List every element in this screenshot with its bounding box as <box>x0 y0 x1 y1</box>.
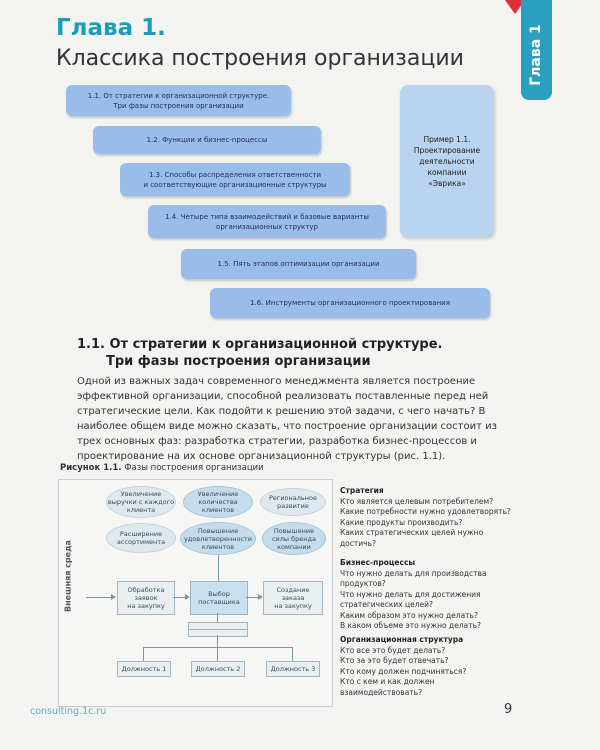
body-paragraph: Одной из важных задач современного менеджмента является построение эффективной организации, способной реализовать поставленные перед ней стратегические цели. Как подойти к решению этой задачи, с чего начать? В наиболее общем виде можно сказать, что построение организации состоит из трех основных фаз: разработка стратегии, разработка бизнес-процессов и проектирование на их основе организационной структуры (рис. 1.1). <box>77 376 497 462</box>
toc-item-line: и соответствующие организационные структуры <box>143 180 327 189</box>
goal-line: клиентов <box>201 542 235 551</box>
toc-item-1-1 <box>66 85 291 116</box>
figure-caption <box>60 463 264 473</box>
arrow-head <box>111 594 116 600</box>
question-item: Кто с кем и как должен взаимодействовать? <box>340 677 435 697</box>
toc-item-line: 1.5. Пять этапов оптимизации организации <box>217 260 380 268</box>
goal-line: клиентов <box>201 506 235 514</box>
connector-line <box>217 647 218 661</box>
toc-item-1-4 <box>148 205 386 238</box>
role-box: Должность 2 <box>191 661 245 677</box>
toc-item-line: 1.1. От стратегии к организационной структуре. <box>87 91 270 100</box>
toc-item-1-5 <box>181 249 416 279</box>
role-box: Должность 1 <box>117 661 171 677</box>
connector-line <box>86 597 112 598</box>
process-line: Обработка <box>127 586 165 594</box>
goal-line: клиента <box>126 506 156 514</box>
figure-caption-text: Фазы построения организации <box>124 463 264 473</box>
goal-line: Увеличение <box>120 490 162 498</box>
goal-oval <box>183 486 253 518</box>
role-box: Должность 3 <box>266 661 320 677</box>
goal-oval <box>180 522 256 555</box>
question-item: В каком объеме это нужно делать? <box>340 621 481 630</box>
question-item: Кто кому должен подчиняться? <box>340 666 467 676</box>
toc-item-line: 1.4. Четыре типа взаимодействий и базовые варианты <box>165 212 369 221</box>
toc-item-line: 1.2. Функции и бизнес-процессы <box>146 136 268 144</box>
toc-item-line: организационных структур <box>216 222 318 231</box>
process-box <box>190 581 248 615</box>
process-box <box>117 581 175 615</box>
goal-line: Повышение <box>273 526 315 535</box>
connector-line <box>218 555 219 581</box>
example-box <box>400 85 494 237</box>
question-item: Кто все это будет делать? <box>340 645 446 655</box>
connector-line <box>143 647 293 648</box>
goal-line: Расширение <box>119 530 163 538</box>
chapter-side-tab-label: Глава 1 <box>528 24 544 86</box>
chapter-side-tab <box>521 0 552 100</box>
goal-line: компании <box>277 542 311 551</box>
process-line: заявок <box>134 594 158 602</box>
arrow-head <box>258 594 263 600</box>
goal-line: выручки с каждого <box>107 498 175 506</box>
question-item: Какие потребности нужно удовлетворять? <box>340 507 511 516</box>
goal-line: удовлетворенности <box>183 534 253 543</box>
section-heading <box>77 336 443 370</box>
process-box <box>263 581 323 615</box>
arrow-head <box>185 594 190 600</box>
example-line: компании <box>427 167 467 177</box>
goal-line: Повышение <box>197 526 239 535</box>
connector-line <box>217 613 218 622</box>
question-item: Каким образом это нужно делать? <box>340 610 478 620</box>
structure-questions <box>340 635 515 698</box>
section-heading-line: 1.1. От стратегии к организационной структуре. <box>77 337 443 352</box>
toc-item-line: 1.3. Способы распределения ответственности <box>148 170 322 179</box>
toc-item-1-6 <box>210 288 490 318</box>
question-item: Что нужно делать для достижения <box>340 589 481 599</box>
goal-line: развитие <box>277 502 309 510</box>
connector-line <box>246 597 258 598</box>
question-heading: Стратегия <box>340 486 384 495</box>
chapter-title: Глава 1. <box>56 15 166 41</box>
goal-line: ассортимента <box>116 538 166 546</box>
process-line: на закупку <box>127 602 165 610</box>
page-number: 9 <box>504 702 513 717</box>
goal-oval <box>106 523 176 553</box>
question-item: Что нужно делать для производства продуктов? <box>340 568 487 588</box>
footer-url: consulting.1c.ru <box>30 706 107 717</box>
goal-line: силы бренда <box>271 534 316 543</box>
question-item: Какие продукты производить? <box>340 517 463 527</box>
toc-item-line: Три фазы построения организации <box>113 101 244 110</box>
example-line: «Эврика» <box>428 178 466 188</box>
question-item: Кто за это будет отвечать? <box>340 656 449 665</box>
process-line: Создание <box>276 586 310 594</box>
connector-line <box>292 647 293 661</box>
connector-line <box>217 635 218 647</box>
figure-caption-label: Рисунок 1.1. <box>60 463 122 473</box>
question-item: Каких стратегических целей нужно достичь? <box>340 528 484 548</box>
goal-oval <box>262 522 326 555</box>
process-line: Выбор <box>208 590 230 598</box>
goal-oval <box>260 488 326 516</box>
toc-item-1-2 <box>93 126 321 154</box>
question-item: стратегических целей? <box>340 600 434 609</box>
process-line: заказа <box>281 594 305 602</box>
goal-line: Региональное <box>269 494 317 502</box>
goal-line: количества <box>198 498 238 506</box>
goal-oval <box>106 486 176 518</box>
external-environment-label: Внешняя среда <box>63 540 73 612</box>
toc-item-line: 1.6. Инструменты организационного проектирования <box>250 299 450 307</box>
goal-line: Увеличение <box>197 490 239 498</box>
toc-item-1-3 <box>120 163 350 196</box>
example-line: Пример 1.1. <box>423 134 471 144</box>
example-line: деятельности <box>419 156 475 166</box>
org-head-box <box>188 629 248 637</box>
process-questions <box>340 558 515 632</box>
question-item: Кто является целевым потребителем? <box>340 496 494 506</box>
strategy-questions <box>340 486 515 549</box>
process-line: на закупку <box>274 602 312 610</box>
process-line: поставщика <box>198 598 240 606</box>
connector-line <box>173 597 185 598</box>
question-heading: Бизнес-процессы <box>340 558 416 567</box>
example-line: Проектирование <box>413 145 481 155</box>
section-heading-line: Три фазы построения организации <box>106 354 371 369</box>
chapter-subtitle: Классика построения организации <box>56 46 464 71</box>
connector-line <box>143 647 144 661</box>
question-heading: Организационная структура <box>340 635 464 644</box>
